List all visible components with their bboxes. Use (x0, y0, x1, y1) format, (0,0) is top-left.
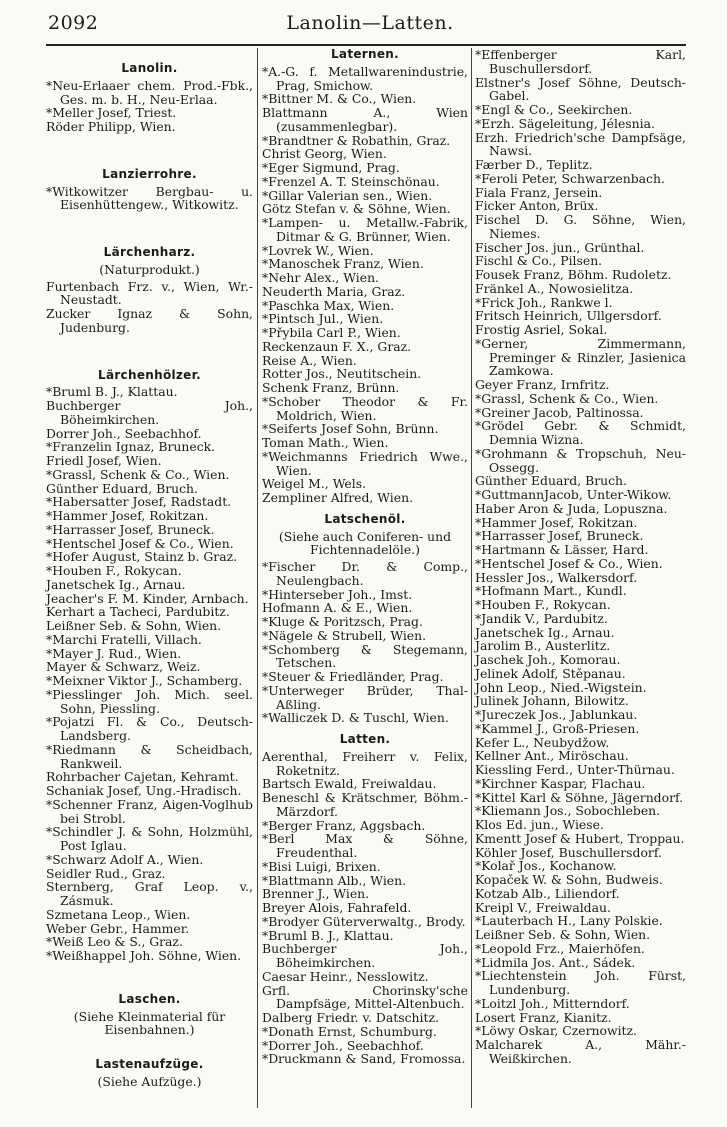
directory-entry: *Bittner M. & Co., Wien. (262, 91, 417, 107)
directory-entry: *Berl Max & Söhne, Freudenthal. (262, 831, 468, 860)
directory-entry: *Brandtner & Robathin, Graz. (262, 132, 451, 148)
directory-entry: Fischer Jos. jun., Grünthal. (475, 239, 645, 255)
directory-entry: Günther Eduard, Bruch. (46, 480, 198, 496)
directory-entry: Köhler Josef, Buschullersdorf. (475, 844, 662, 860)
section-spacer (46, 335, 253, 369)
header-rule (46, 44, 686, 46)
directory-entry: Leißner Seb. & Sohn, Wien. (475, 927, 651, 942)
directory-entry: Kefer L., Neubydžow. (475, 734, 610, 750)
running-title: Lanolin—Latten. (286, 12, 454, 34)
directory-entry: *Brodyer Güterverwaltg., Brody. (262, 913, 466, 929)
directory-entry: Julinek Johann, Bilowitz. (475, 693, 629, 709)
section-heading: Lärchenhölzer. (98, 367, 201, 382)
directory-entry: *Lovrek W., Wien. (262, 242, 374, 258)
directory-entry: *Steuer & Friedländer, Prag. (262, 669, 444, 684)
directory-entry: *Harrasser Josef, Bruneck. (46, 521, 215, 537)
directory-entry: *A.-G. f. Metallwarenindustrie, Prag, Smichow. (262, 63, 468, 93)
directory-entry: *Jandik V., Pardubitz. (475, 610, 608, 626)
directory-entry: *Engl & Co., Seekirchen. (475, 102, 633, 117)
directory-entry: *Gillar Valerian sen., Wien. (262, 187, 433, 203)
directory-entry: *Unterweger Brüder, Thal-Aßling. (262, 682, 468, 712)
directory-entry: *Grohmann & Tropschuh, Neu-Ossegg. (475, 445, 686, 475)
directory-entry: *Hartmann & Lässer, Hard. (475, 542, 649, 557)
directory-entry: *Hofer August, Stainz b. Graz. (46, 549, 238, 565)
directory-entry: *Blattmann Alb., Wien. (262, 872, 407, 888)
column-3 (475, 48, 686, 1066)
directory-entry: *Grassl, Schenk & Co., Wien. (475, 390, 659, 406)
directory-entry: Beneschl & Krätschmer, Böhm.-Märzdorf. (262, 790, 468, 819)
directory-entry: Fränkel A., Nowosielitza. (475, 280, 634, 296)
directory-entry: Sternberg, Graf Leop. v., Zásmuk. (46, 879, 253, 908)
directory-entry: *Houben F., Rokycan. (475, 597, 611, 612)
directory-entry: Losert Franz, Kianitz. (475, 1009, 612, 1025)
directory-entry: Kiessling Ferd., Unter-Thürnau. (475, 762, 675, 777)
directory-entry: *Nehr Alex., Wien. (262, 270, 379, 285)
section-spacer (46, 1040, 253, 1058)
section-heading: Laschen. (118, 991, 181, 1006)
directory-entry: *Grödel Gebr. & Schmidt, Demnia Wizna. (475, 418, 686, 447)
directory-entry: *Dorrer Joh., Seebachhof. (262, 1037, 424, 1053)
directory-entry: *Schwarz Adolf A., Wien. (46, 851, 204, 867)
directory-entry: *Habersatter Josef, Radstadt. (46, 494, 232, 510)
directory-entry: Kerhart a Tacheci, Pardubitz. (46, 604, 230, 620)
directory-entry: *Hinterseber Joh., Imst. (262, 586, 413, 602)
directory-entry: Jelinek Adolf, Stěpanau. (475, 665, 626, 681)
directory-entry: Geyer Franz, Irnfritz. (475, 377, 610, 392)
directory-entry: *Kammel J., Groß-Priesen. (475, 720, 640, 736)
directory-entry: *Harrasser Josef, Bruneck. (475, 528, 644, 544)
directory-entry: *Franzelin Ignaz, Bruneck. (46, 439, 216, 455)
section-heading: Lärchenharz. (103, 245, 196, 259)
directory-entry: Hofmann A. & E., Wien. (262, 600, 413, 616)
section-note: (Naturprodukt.) (99, 261, 200, 277)
directory-entry: *Marchi Fratelli, Villach. (46, 631, 202, 647)
directory-entry: *Frenzel A. T. Steinschönau. (262, 173, 440, 189)
directory-entry: *Schober Theodor & Fr. Moldrich, Wien. (262, 393, 468, 423)
column-divider-1 (257, 48, 258, 1108)
directory-entry: Jaschek Joh., Komorau. (475, 652, 621, 667)
directory-entry: *Hentschel Josef & Co., Wien. (475, 555, 663, 571)
directory-entry: Fiala Franz, Jersein. (475, 184, 603, 200)
directory-entry: *Eger Sigmund, Prag. (262, 160, 400, 175)
directory-entry: *Pojatzi Fl. & Co., Deutsch-Landsberg. (46, 714, 253, 743)
directory-entry: Friedl Josef, Wien. (46, 453, 162, 468)
directory-entry: Bartsch Ewald, Freiwaldau. (262, 776, 437, 792)
directory-entry: *Bisi Luigi, Brixen. (262, 858, 381, 874)
directory-entry: *Leopold Frz., Maierhöfen. (475, 940, 645, 956)
directory-entry: *Paschka Max, Wien. (262, 297, 395, 313)
directory-entry: *Kolař Jos., Kochanow. (475, 858, 617, 874)
directory-entry: *Schindler J. & Sohn, Holzmühl, Post Iglau. (46, 824, 253, 853)
directory-entry: Fischel D. G. Söhne, Wien, Niemes. (475, 212, 686, 241)
directory-entry: Schaniak Josef, Ung.-Hradisch. (46, 783, 242, 798)
page-header (0, 0, 727, 42)
directory-entry: *Feroli Peter, Schwarzenbach. (475, 170, 665, 186)
section-heading: Lastenaufzüge. (95, 1057, 204, 1071)
directory-entry: *Weiß Leo & S., Graz. (46, 934, 183, 950)
directory-entry: *Loitzl Joh., Mitterndorf. (475, 995, 630, 1011)
section-heading: Lanzierrohre. (102, 166, 197, 181)
section-heading: Lanolin. (121, 61, 178, 75)
section-heading: Laternen. (330, 47, 400, 61)
directory-entry: Dalberg Friedr. v. Datschitz. (262, 1010, 439, 1025)
directory-entry: Szmetana Leop., Wien. (46, 906, 191, 922)
directory-entry: Janetschek Ig., Arnau. (46, 576, 186, 592)
directory-entry: *Hentschel Josef & Co., Wien. (46, 535, 234, 551)
directory-entry: *Löwy Oskar, Czernowitz. (475, 1023, 637, 1039)
directory-entry: Weigel M., Wels. (262, 476, 367, 492)
directory-entry: *Hammer Josef, Rokitzan. (475, 514, 638, 530)
directory-entry: *Kliemann Jos., Sobochleben. (475, 803, 661, 819)
directory-entry: *Erzh. Sägeleitung, Jélesnia. (475, 115, 655, 131)
directory-entry: Færber D., Teplitz. (475, 157, 593, 172)
column-1 (46, 48, 253, 1092)
directory-entry: Dorrer Joh., Seebachhof. (46, 425, 202, 441)
directory-entry: Neuderth Maria, Graz. (262, 283, 406, 299)
directory-entry: *Piesslinger Joh. Mich. seel. Sohn, Piessling. (46, 686, 253, 716)
directory-entry: Klos Ed. jun., Wiese. (475, 817, 604, 832)
directory-entry: Buchberger Joh., Böheimkirchen. (262, 941, 468, 970)
directory-entry: Brenner J., Wien. (262, 886, 370, 902)
section-spacer (46, 48, 253, 62)
section-spacer (46, 212, 253, 246)
directory-entry: Fischl & Co., Pilsen. (475, 253, 603, 269)
directory-entry: Jarolim B., Austerlitz. (475, 638, 611, 654)
section-heading: Latten. (339, 732, 391, 746)
directory-entry: Elstner's Josef Söhne, Deutsch-Gabel. (475, 74, 686, 104)
page-number: 2092 (48, 12, 99, 34)
directory-entry: Christ Georg, Wien. (262, 146, 387, 162)
directory-entry: Toman Math., Wien. (262, 435, 389, 450)
directory-entry: Fritsch Heinrich, Ullgersdorf. (475, 308, 662, 324)
directory-entry: Zucker Ignaz & Sohn, Judenburg. (46, 306, 253, 335)
directory-entry: *Kirchner Kaspar, Flachau. (475, 775, 646, 791)
directory-entry: *Greiner Jacob, Paltinossa. (475, 404, 644, 420)
directory-entry: *Bruml B. J., Klattau. (262, 927, 394, 943)
directory-entry: *Meixner Viktor J., Schamberg. (46, 673, 243, 688)
directory-entry: *Lampen- u. Metallw.-Fabrik, Ditmar & G. Brünner, Wien. (262, 215, 468, 244)
directory-entry: Kopaček W. & Sohn, Budweis. (475, 872, 663, 887)
directory-entry: Erzh. Friedrich'sche Dampfsäge, Nawsi. (475, 129, 686, 159)
directory-entry: Blattmann A., Wien (zusammenlegbar). (262, 105, 468, 134)
directory-entry: Breyer Alois, Fahrafeld. (262, 900, 412, 915)
directory-entry: *Berger Franz, Aggsbach. (262, 817, 426, 833)
directory-entry: Fousek Franz, Böhm. Rudoletz. (475, 267, 672, 282)
directory-entry: Schenk Franz, Brünn. (262, 380, 400, 395)
directory-entry: Kreipl V., Freiwaldau. (475, 899, 611, 915)
section-note: (Siehe auch Coniferen- und Fichtennadelöle.) (278, 528, 452, 558)
directory-entry: *Walliczek D. & Tuschl, Wien. (262, 710, 449, 726)
column-divider-2 (471, 48, 472, 1108)
directory-entry: Günther Eduard, Bruch. (475, 473, 627, 489)
directory-entry: Seidler Rud., Graz. (46, 865, 166, 881)
directory-entry: *Fischer Dr. & Comp., Neulengbach. (262, 559, 468, 588)
directory-entry: *Schomberg & Stegemann, Tetschen. (262, 641, 468, 671)
directory-entry: *Witkowitzer Bergbau- u. Eisenhüttengew., Witkowitz. (46, 183, 253, 213)
directory-entry: *Grassl, Schenk & Co., Wien. (46, 466, 230, 482)
directory-entry: Röder Philipp, Wien. (46, 119, 176, 134)
directory-entry: *Druckmann & Sand, Fromossa. (262, 1051, 466, 1067)
directory-entry: Furtenbach Frz. v., Wien, Wr.-Neustadt. (46, 278, 253, 308)
directory-entry: *Hammer Josef, Rokitzan. (46, 508, 209, 523)
directory-entry: *Weichmanns Friedrich Wwe., Wien. (262, 448, 468, 478)
directory-entry: Reise A., Wien. (262, 352, 357, 368)
directory-entry: Zempliner Alfred, Wien. (262, 490, 414, 505)
directory-entry: Hessler Jos., Walkersdorf. (475, 569, 638, 585)
directory-entry: Grfl. Chorinsky'sche Dampfsäge, Mittel-Altenbuch. (262, 982, 468, 1012)
directory-entry: *Meller Josef, Triest. (46, 105, 177, 121)
directory-entry: Ficker Anton, Brüx. (475, 198, 599, 214)
directory-entry: Rotter Jos., Neutitschein. (262, 366, 422, 382)
directory-entry: Janetschek Ig., Arnau. (475, 624, 615, 640)
directory-entry: *Kluge & Poritzsch, Prag. (262, 614, 423, 629)
directory-entry: *Donath Ernst, Schumburg. (262, 1023, 437, 1039)
directory-entry: Götz Stefan v. & Söhne, Wien. (262, 201, 451, 217)
directory-entry: *Weißhappel Joh. Söhne, Wien. (46, 948, 242, 963)
directory-entry: Kotzab Alb., Liliendorf. (475, 885, 620, 901)
directory-entry: *Houben F., Rokycan. (46, 563, 182, 578)
directory-entry: *Gerner, Zimmermann, Preminger & Rinzler, Jasienica Zamkowa. (475, 335, 686, 379)
section-spacer (46, 963, 253, 993)
directory-entry: Leißner Seb. & Sohn, Wien. (46, 618, 222, 633)
directory-entry: *Přybila Carl P., Wien. (262, 325, 401, 340)
directory-entry: Haber Aron & Juda, Lopuszna. (475, 500, 668, 516)
directory-entry: Jeacher's F. M. Kinder, Arnbach. (46, 590, 249, 606)
directory-entry: *Riedmann & Scheidbach, Rankweil. (46, 741, 253, 771)
directory-entry: Weber Gebr., Hammer. (46, 920, 190, 936)
directory-entry: *Pintsch Jul., Wien. (262, 311, 384, 327)
directory-entry: *Neu-Erlaaer chem. Prod.-Fbk., Ges. m. b. H., Neu-Erlaa. (46, 77, 253, 107)
column-2 (262, 48, 468, 1066)
directory-entry: Reckenzaun F. X., Graz. (262, 338, 412, 354)
directory-entry: *Effenberger Karl, Buschullersdorf. (475, 47, 686, 76)
directory-entry: *Jureczek Jos., Jablunkau. (475, 707, 638, 722)
section-note: (Siehe Aufzüge.) (97, 1073, 202, 1089)
directory-entry: *Seiferts Josef Sohn, Brünn. (262, 421, 439, 437)
directory-entry: *Hofmann Mart., Kundl. (475, 583, 627, 599)
directory-entry: *Bruml B. J., Klattau. (46, 384, 178, 400)
directory-entry: Buchberger Joh., Böheimkirchen. (46, 398, 253, 427)
directory-entry: *Nägele & Strubell, Wien. (262, 627, 427, 643)
section-heading: Latschenöl. (324, 511, 406, 526)
directory-entry: Kellner Ant., Miröschau. (475, 748, 629, 764)
directory-entry: *Lauterbach H., Lany Polskie. (475, 913, 663, 929)
directory-entry: *Frick Joh., Rankwe l. (475, 294, 613, 310)
directory-entry: Rohrbacher Cajetan, Kehramt. (46, 769, 239, 785)
directory-entry: Mayer & Schwarz, Weiz. (46, 659, 201, 675)
directory-entry: John Leop., Nied.-Wigstein. (475, 679, 647, 695)
directory-entry: *Manoschek Franz, Wien. (262, 256, 424, 272)
directory-entry: Caesar Heinr., Nesslowitz. (262, 968, 429, 984)
directory-entry: Malcharek A., Mähr.-Weißkirchen. (475, 1037, 686, 1066)
section-note: (Siehe Kleinmaterial für Eisenbahnen.) (73, 1008, 226, 1038)
directory-entry: *GuttmannJacob, Unter-Wikow. (475, 487, 672, 502)
directory-entry: *Kittel Karl & Söhne, Jägerndorf. (475, 789, 684, 805)
directory-entry: *Liechtenstein Joh. Fürst, Lundenburg. (475, 968, 686, 997)
section-spacer (46, 134, 253, 168)
directory-entry: Kmentt Josef & Hubert, Troppau. (475, 830, 685, 846)
directory-entry: *Lidmila Jos. Ant., Sádek. (475, 954, 636, 970)
directory-entry: Aerenthal, Freiherr v. Felix, Roketnitz. (262, 748, 468, 778)
directory-entry: *Mayer J. Rud., Wien. (46, 645, 182, 661)
directory-entry: Frostig Asriel, Sokal. (475, 322, 608, 337)
directory-entry: *Schenner Franz, Aigen-Voglhub bei Strobl. (46, 796, 253, 826)
